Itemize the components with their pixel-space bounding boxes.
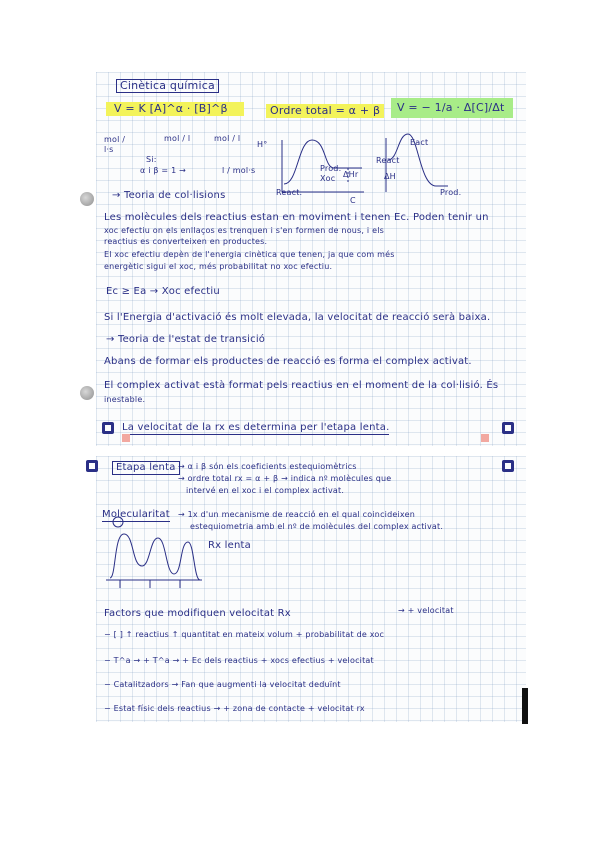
factor-row: − [ ] ↑ reactius ↑ quantitat en mateix volum + probabilitat de xoc bbox=[104, 630, 385, 639]
page-corner-icon bbox=[102, 422, 114, 434]
units-mol-l-a: mol / l bbox=[164, 134, 191, 143]
page-divider bbox=[96, 446, 526, 456]
units-l-mols: l / mol·s bbox=[222, 166, 256, 175]
etapa-line: intervé en el xoc i el complex activat. bbox=[186, 486, 345, 495]
etapa-line: → α i β són els coeficients estequiomètrics bbox=[178, 462, 357, 471]
abans-note: Abans de formar els productes de reacció es forma el complex activat. bbox=[104, 356, 472, 367]
multi-step-energy-diagram bbox=[102, 514, 202, 594]
binder-hole bbox=[80, 192, 94, 206]
page-corner-icon bbox=[502, 460, 514, 472]
pink-marker bbox=[481, 434, 489, 442]
diagram1-x-axis: C bbox=[350, 196, 356, 205]
pink-marker bbox=[122, 434, 130, 442]
factor-row: − Estat físic dels reactius → + zona de contacte + velocitat rx bbox=[104, 704, 365, 713]
activation-energy-note: Si l'Energia d'activació és molt elevada, la velocitat de reacció serà baixa. bbox=[104, 312, 491, 323]
rate-definition: V = − 1/a · Δ[C]/Δt bbox=[391, 98, 513, 118]
units-mol-l-b: mol / l bbox=[214, 134, 241, 143]
etapa-line: → ordre total rx = α + β → indica nº molècules que bbox=[178, 474, 392, 483]
si-label: Si: bbox=[146, 155, 157, 164]
diagram2-prod: Prod. bbox=[440, 188, 462, 197]
paragraph-line: Les molècules dels reactius estan en moviment i tenen Ec. Poden tenir un bbox=[104, 212, 489, 223]
diagram1-products: Prod. bbox=[320, 164, 342, 173]
scan-edge-mark bbox=[522, 688, 528, 724]
complex-line: El complex activat està format pels reactius en el moment de la col·lisió. És bbox=[104, 380, 499, 391]
velocitat-rx-note: La velocitat de la rx es determina per l'etapa lenta. bbox=[122, 422, 390, 433]
paragraph-line: xoc efectiu on els enllaços es trenquen i s'en formen de nous, i els bbox=[104, 226, 384, 235]
diagram1-dh: ΔHr bbox=[343, 170, 359, 179]
page-corner-icon bbox=[86, 460, 98, 472]
binder-hole bbox=[80, 386, 94, 400]
paragraph-line: reactius es converteixen en productes. bbox=[104, 237, 268, 246]
diagram2-react: React bbox=[376, 156, 400, 165]
rx-lenta-label: Rx lenta bbox=[208, 540, 251, 551]
page-title: Cinètica química bbox=[116, 79, 219, 93]
etapa-lenta-title: Etapa lenta bbox=[112, 461, 180, 475]
ec-ea-condition: Ec ≥ Ea → Xoc efectiu bbox=[106, 286, 220, 297]
diagram1-reactants: React. bbox=[276, 188, 303, 197]
factors-title: Factors que modifiquen velocitat Rx bbox=[104, 608, 291, 619]
total-order: Ordre total = α + β bbox=[266, 104, 384, 118]
diagram2-dh: ΔH bbox=[384, 172, 396, 181]
rate-equation: V = K [A]^α · [B]^β bbox=[106, 102, 244, 116]
molecularitat-title: Molecularitat bbox=[102, 509, 170, 520]
molecularitat-line: estequiometria amb el nº de molècules del complex activat. bbox=[190, 522, 444, 531]
molecularitat-line: → 1x d'un mecanisme de reacció en el qual coincideixen bbox=[178, 510, 415, 519]
si-condition: α i β = 1 → bbox=[140, 166, 187, 175]
diagram1-y-axis: H° bbox=[257, 140, 268, 149]
page-corner-icon bbox=[502, 422, 514, 434]
teoria-colisions: → Teoria de col·lisions bbox=[112, 190, 226, 201]
factor-row: − T^a → + T^a → + Ec dels reactius + xocs efectius + velocitat bbox=[104, 656, 374, 665]
diagram2-eact: Eact bbox=[410, 138, 429, 147]
complex-line: inestable. bbox=[104, 395, 146, 404]
paragraph-line: El xoc efectiu depèn de l'energia cinètica que tenen, ja que com més bbox=[104, 250, 395, 259]
paragraph-line: energètic sigui el xoc, més probabilitat no xoc efectiu. bbox=[104, 262, 333, 271]
factors-arrow: → + velocitat bbox=[398, 606, 454, 615]
factor-row: − Catalitzadors → Fan que augmenti la velocitat deduïnt bbox=[104, 680, 341, 689]
teoria-estat-transicio: → Teoria de l'estat de transició bbox=[106, 334, 266, 345]
units-mol-ls: mol / l·s bbox=[104, 135, 126, 154]
diagram1-xoc: Xoc bbox=[320, 174, 336, 183]
